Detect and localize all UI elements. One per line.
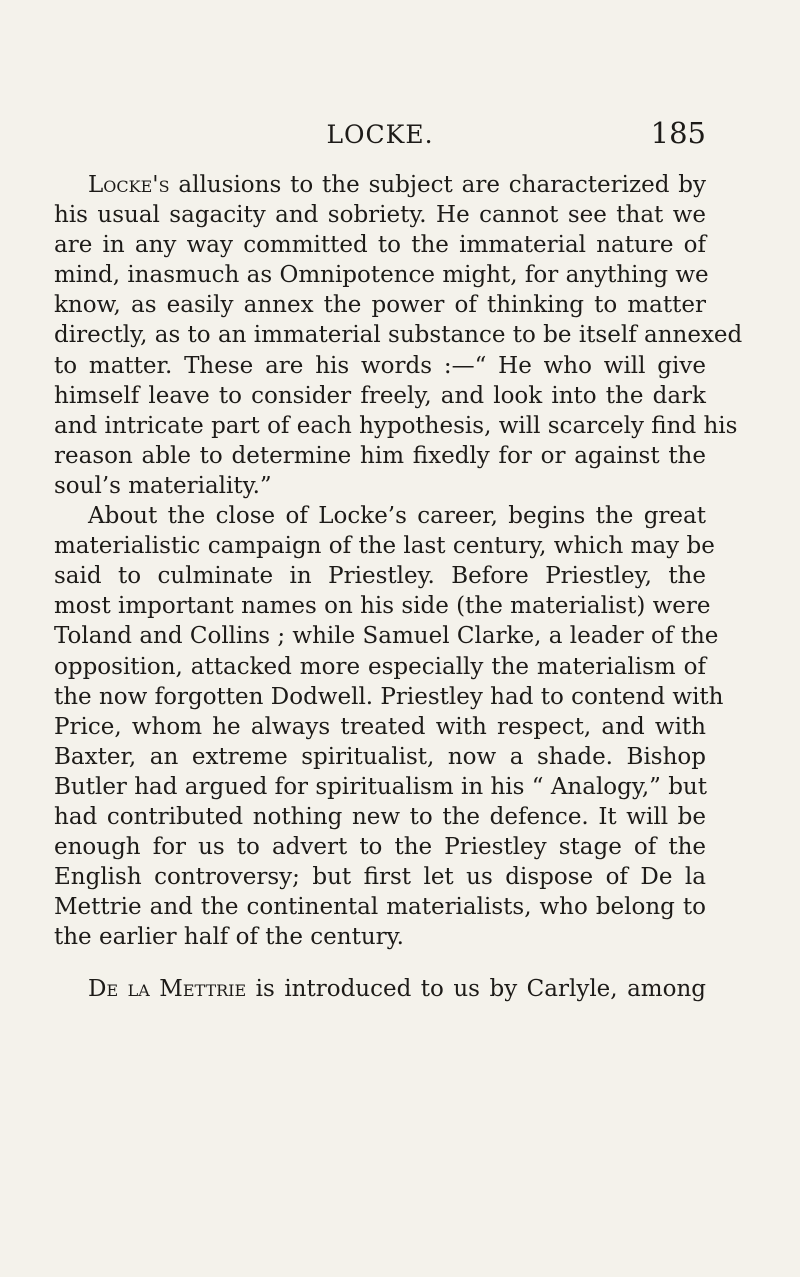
- text-line: to matter. These are his words :—“ He who will give: [54, 352, 706, 379]
- body-text: [54, 170, 743, 1005]
- text-line: Toland and Collins ; while Samuel Clarke, a leader of the: [54, 623, 719, 650]
- text-line: [54, 974, 706, 1004]
- text-line: English controversy; but first let us dispose of De la: [54, 864, 706, 891]
- text-line-rest: allusions to the subject are characterized by: [169, 172, 706, 198]
- paragraph-lead: Locke's: [88, 172, 170, 198]
- text-line: Baxter, an extreme spiritualist, now a shade. Bishop: [54, 743, 706, 770]
- section-gap: [54, 952, 706, 974]
- text-line: most important names on his side (the materialist) were: [54, 593, 711, 620]
- text-line: Butler had argued for spiritualism in his “ Analogy,” but: [54, 773, 707, 800]
- text-line: soul’s materiality.”: [54, 472, 272, 499]
- text-line: the earlier half of the century.: [54, 924, 404, 951]
- text-line: Price, whom he always treated with respect, and with: [54, 713, 706, 740]
- paragraph: [54, 501, 724, 952]
- text-line: Mettrie and the continental materialists, who belong to: [54, 894, 706, 921]
- paragraph: [54, 974, 706, 1004]
- text-line: his usual sagacity and sobriety. He cannot see that we: [54, 202, 706, 229]
- text-line-rest: is introduced to us by Carlyle, among: [246, 976, 706, 1003]
- page-header: [54, 118, 706, 158]
- text-line: [54, 170, 706, 200]
- text-line: himself leave to consider freely, and look into the dark: [54, 382, 706, 409]
- text-line: are in any way committed to the immaterial nature of: [54, 232, 706, 259]
- running-head: LOCKE.: [326, 120, 434, 149]
- text-line: the now forgotten Dodwell. Priestley had to contend with: [54, 683, 724, 710]
- text-line: enough for us to advert to the Priestley stage of the: [54, 834, 706, 861]
- paragraph-lead: De la Mettrie: [88, 976, 247, 1003]
- text-line: and intricate part of each hypothesis, will scarcely find his: [54, 412, 738, 439]
- text-line: know, as easily annex the power of thinking to matter: [54, 292, 706, 319]
- text-line: said to culminate in Priestley. Before Priestley, the: [54, 563, 706, 590]
- text-line: materialistic campaign of the last century, which may be: [54, 533, 715, 560]
- page-number: 185: [650, 116, 706, 150]
- text-line: reason able to determine him fixedly for or against the: [54, 442, 706, 469]
- text-line: directly, as to an immaterial substance to be itself annexed: [54, 322, 743, 349]
- text-line: About the close of Locke’s career, begins the great: [88, 503, 706, 530]
- text-line: opposition, attacked more especially the materialism of: [54, 653, 706, 680]
- text-line: mind, inasmuch as Omnipotence might, for anything we: [54, 262, 709, 289]
- text-line: had contributed nothing new to the defence. It will be: [54, 803, 706, 830]
- paragraph: [54, 170, 743, 501]
